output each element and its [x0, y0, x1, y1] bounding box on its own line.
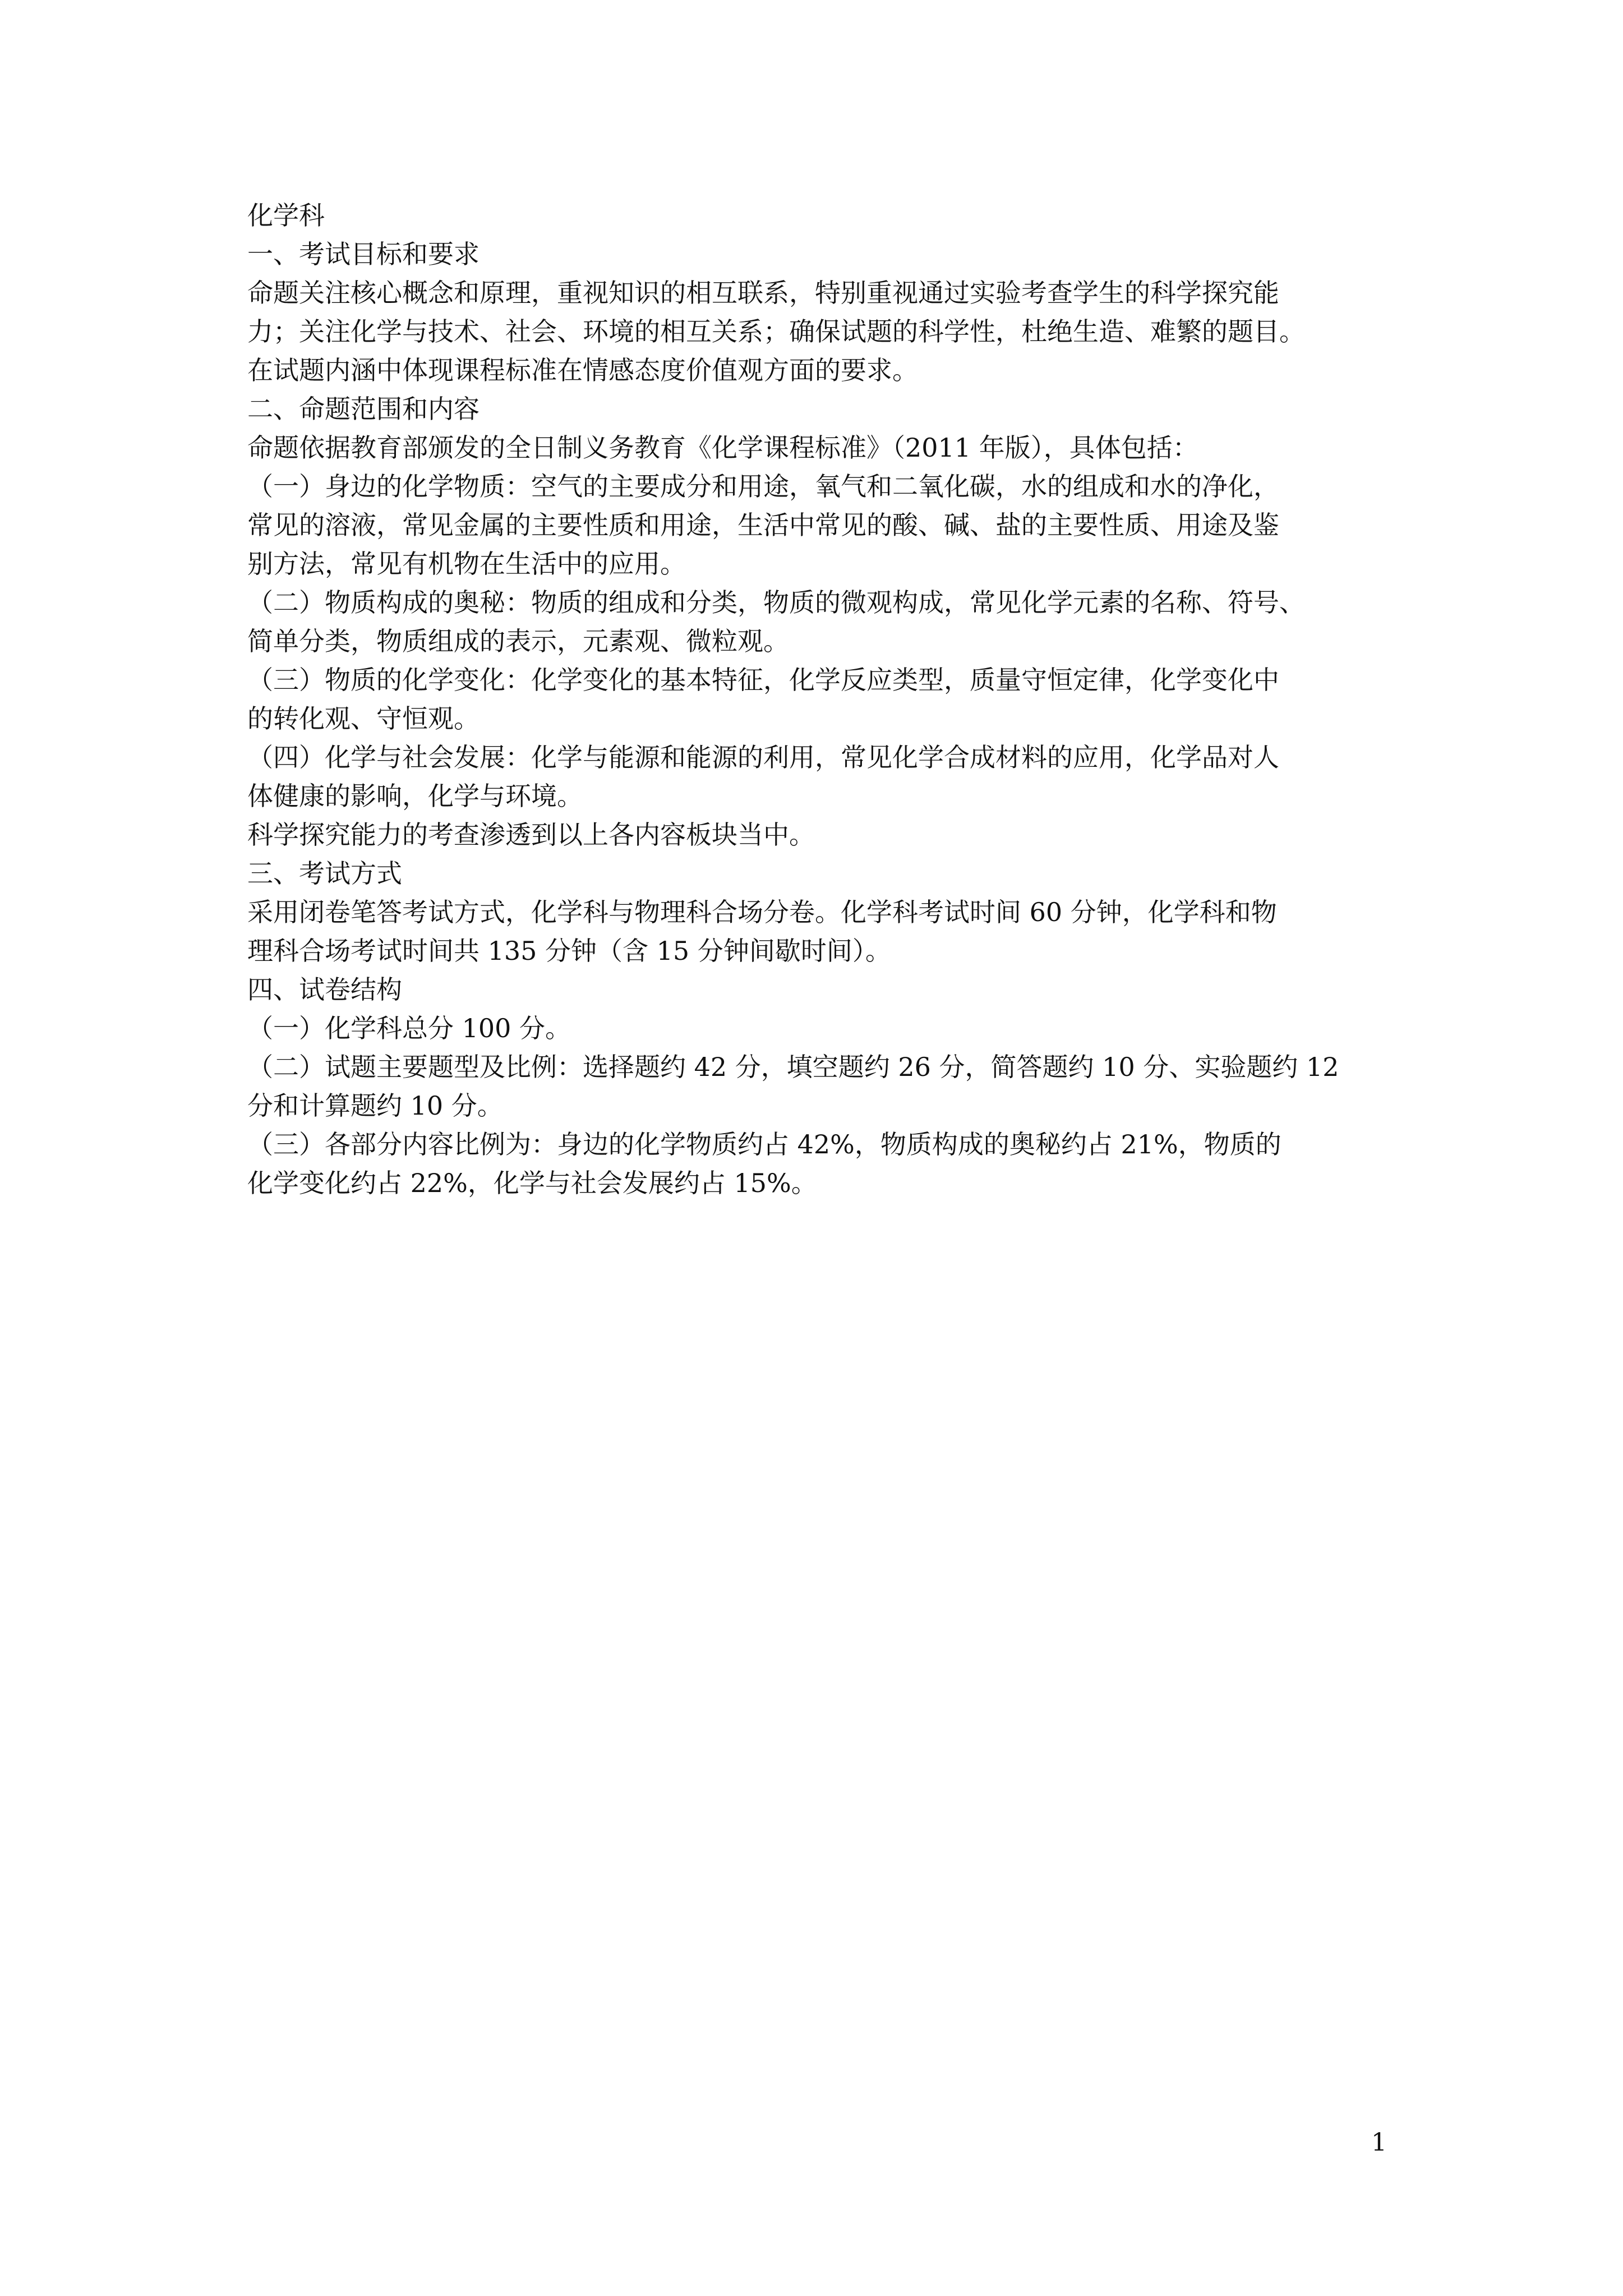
paragraph-line: （二）试题主要题型及比例：选择题约 42 分，填空题约 26 分，简答题约 10 分、实验题约 12: [247, 1052, 1339, 1082]
page-number: 1: [1371, 2128, 1387, 2157]
paragraph-line: 命题依据教育部颁发的全日制义务教育《化学课程标准》（2011 年版），具体包括：: [247, 432, 1198, 463]
paragraph-line: 力；关注化学与技术、社会、环境的相互关系；确保试题的科学性，杜绝生造、难繁的题目。: [247, 316, 1305, 347]
paragraph-line: （四）化学与社会发展：化学与能源和能源的利用，常见化学合成材料的应用，化学品对人: [247, 742, 1279, 772]
subject-title: 化学科: [247, 200, 325, 231]
paragraph-line: （一）身边的化学物质：空气的主要成分和用途，氧气和二氧化碳，水的组成和水的净化，: [247, 471, 1279, 501]
paragraph-line: （三）物质的化学变化：化学变化的基本特征，化学反应类型，质量守恒定律，化学变化中: [247, 665, 1279, 695]
paragraph-line: 科学探究能力的考查渗透到以上各内容板块当中。: [247, 820, 815, 850]
section-heading: 一、考试目标和要求: [247, 239, 479, 269]
section-heading: 四、试卷结构: [247, 974, 402, 1005]
paragraph-line: 分和计算题约 10 分。: [247, 1091, 503, 1121]
paragraph-line: （三）各部分内容比例为：身边的化学物质约占 42%，物质构成的奥秘约占 21%，物质的: [247, 1129, 1281, 1159]
paragraph-line: （二）物质构成的奥秘：物质的组成和分类，物质的微观构成，常见化学元素的名称、符号、: [247, 587, 1305, 618]
paragraph-line: 的转化观、守恒观。: [247, 703, 479, 734]
paragraph-line: （一）化学科总分 100 分。: [247, 1013, 571, 1043]
section-heading: 三、考试方式: [247, 858, 402, 889]
section-heading: 二、命题范围和内容: [247, 394, 479, 424]
paragraph-line: 体健康的影响，化学与环境。: [247, 781, 583, 811]
paragraph-line: 在试题内涵中体现课程标准在情感态度价值观方面的要求。: [247, 355, 918, 385]
paragraph-line: 命题关注核心概念和原理，重视知识的相互联系，特别重视通过实验考查学生的科学探究能: [247, 278, 1279, 308]
paragraph-line: 采用闭卷笔答考试方式，化学科与物理科合场分卷。化学科考试时间 60 分钟，化学科和物: [247, 897, 1277, 927]
paragraph-line: 常见的溶液，常见金属的主要性质和用途，生活中常见的酸、碱、盐的主要性质、用途及鉴: [247, 510, 1279, 540]
paragraph-line: 别方法，常见有机物在生活中的应用。: [247, 549, 686, 579]
paragraph-line: 化学变化约占 22%，化学与社会发展约占 15%。: [247, 1168, 817, 1198]
document-body: [247, 196, 1386, 1203]
paragraph-line: 简单分类，物质组成的表示，元素观、微粒观。: [247, 626, 789, 656]
paragraph-line: 理科合场考试时间共 135 分钟（含 15 分钟间歇时间）。: [247, 936, 891, 966]
